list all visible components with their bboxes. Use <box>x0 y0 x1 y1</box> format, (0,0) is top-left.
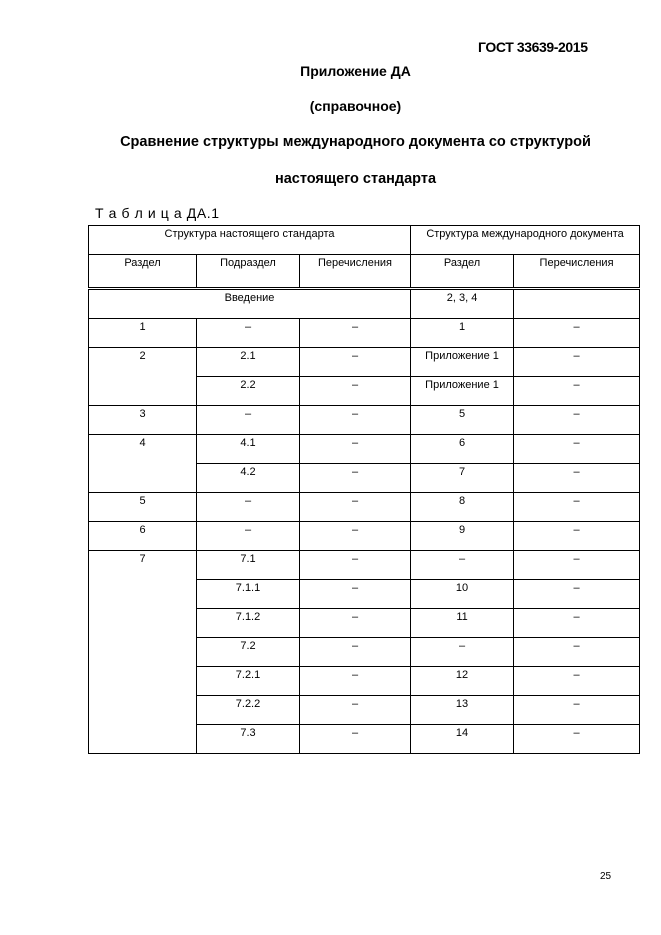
cell-subsection: – <box>197 406 300 435</box>
cell-subsection: 7.2.1 <box>197 667 300 696</box>
table-row <box>89 551 640 580</box>
cell-intl-enumeration: – <box>514 725 640 754</box>
cell-subsection: 7.3 <box>197 725 300 754</box>
cell-enumeration: – <box>300 638 411 667</box>
cell-enumeration: – <box>300 406 411 435</box>
cell-section: 7 <box>89 551 197 754</box>
table-row <box>89 406 640 435</box>
group-header-national: Структура настоящего стандарта <box>89 226 411 255</box>
table-caption: Т а б л и ц а ДА.1 <box>95 205 220 221</box>
cell-intl-enumeration: – <box>514 493 640 522</box>
cell-subsection: 7.1 <box>197 551 300 580</box>
column-header-subsection: Подраздел <box>197 255 300 289</box>
cell-intl-section: 14 <box>411 725 514 754</box>
cell-intl-enumeration: – <box>514 638 640 667</box>
document-code: ГОСТ 33639-2015 <box>478 39 588 55</box>
cell-intl-section: 8 <box>411 493 514 522</box>
cell-section: 1 <box>89 319 197 348</box>
cell-intl-enumeration: – <box>514 667 640 696</box>
cell-intl-enumeration: – <box>514 551 640 580</box>
intro-intl-section: 2, 3, 4 <box>411 289 514 319</box>
table-row <box>89 435 640 464</box>
cell-intl-section: – <box>411 551 514 580</box>
page-number: 25 <box>600 871 612 882</box>
cell-enumeration: – <box>300 464 411 493</box>
table-column-header-row <box>89 255 640 289</box>
cell-intl-section: 12 <box>411 667 514 696</box>
cell-intl-enumeration: – <box>514 319 640 348</box>
cell-intl-section: Приложение 1 <box>411 377 514 406</box>
cell-enumeration: – <box>300 580 411 609</box>
cell-intl-enumeration: – <box>514 522 640 551</box>
group-header-international: Структура международного документа <box>411 226 640 255</box>
cell-enumeration: – <box>300 493 411 522</box>
structure-comparison-table <box>88 225 640 754</box>
table-row-intro <box>89 289 640 319</box>
cell-subsection: 2.2 <box>197 377 300 406</box>
column-header-enumeration: Перечисления <box>300 255 411 289</box>
column-header-intl-section: Раздел <box>411 255 514 289</box>
cell-subsection: 7.2 <box>197 638 300 667</box>
table-row <box>89 493 640 522</box>
cell-enumeration: – <box>300 696 411 725</box>
cell-enumeration: – <box>300 551 411 580</box>
cell-section: 2 <box>89 348 197 406</box>
column-header-intl-enumeration: Перечисления <box>514 255 640 289</box>
cell-intl-enumeration: – <box>514 580 640 609</box>
cell-intl-section: 5 <box>411 406 514 435</box>
cell-section: 4 <box>89 435 197 493</box>
cell-enumeration: – <box>300 609 411 638</box>
cell-section: 6 <box>89 522 197 551</box>
cell-enumeration: – <box>300 435 411 464</box>
cell-intl-enumeration: – <box>514 609 640 638</box>
cell-intl-section: 1 <box>411 319 514 348</box>
cell-intl-section: 11 <box>411 609 514 638</box>
cell-intl-section: 7 <box>411 464 514 493</box>
cell-intl-enumeration: – <box>514 406 640 435</box>
table-row <box>89 348 640 377</box>
cell-subsection: 7.1.1 <box>197 580 300 609</box>
table-group-header-row <box>89 226 640 255</box>
cell-intl-enumeration: – <box>514 348 640 377</box>
cell-subsection: – <box>197 319 300 348</box>
cell-section: 3 <box>89 406 197 435</box>
cell-enumeration: – <box>300 667 411 696</box>
cell-intl-enumeration: – <box>514 464 640 493</box>
cell-intl-section: 9 <box>411 522 514 551</box>
cell-intl-section: – <box>411 638 514 667</box>
table-row <box>89 522 640 551</box>
cell-subsection: – <box>197 522 300 551</box>
intro-intl-enumeration <box>514 289 640 319</box>
cell-enumeration: – <box>300 725 411 754</box>
cell-subsection: 4.2 <box>197 464 300 493</box>
cell-section: 5 <box>89 493 197 522</box>
document-title-line-2: настоящего стандарта <box>274 171 437 187</box>
cell-enumeration: – <box>300 522 411 551</box>
document-title-line-1: Сравнение структуры международного документа со структурой <box>120 134 591 150</box>
cell-subsection: 4.1 <box>197 435 300 464</box>
cell-subsection: – <box>197 493 300 522</box>
cell-intl-section: 10 <box>411 580 514 609</box>
table-row <box>89 319 640 348</box>
cell-enumeration: – <box>300 377 411 406</box>
cell-enumeration: – <box>300 319 411 348</box>
cell-intl-section: 13 <box>411 696 514 725</box>
cell-intl-section: Приложение 1 <box>411 348 514 377</box>
column-header-section: Раздел <box>89 255 197 289</box>
cell-intl-enumeration: – <box>514 377 640 406</box>
cell-intl-section: 6 <box>411 435 514 464</box>
cell-enumeration: – <box>300 348 411 377</box>
cell-subsection: 7.1.2 <box>197 609 300 638</box>
intro-label: Введение <box>89 289 411 319</box>
annex-title: Приложение ДА <box>300 63 411 79</box>
cell-intl-enumeration: – <box>514 435 640 464</box>
cell-intl-enumeration: – <box>514 696 640 725</box>
cell-subsection: 2.1 <box>197 348 300 377</box>
annex-type: (справочное) <box>309 98 402 114</box>
cell-subsection: 7.2.2 <box>197 696 300 725</box>
